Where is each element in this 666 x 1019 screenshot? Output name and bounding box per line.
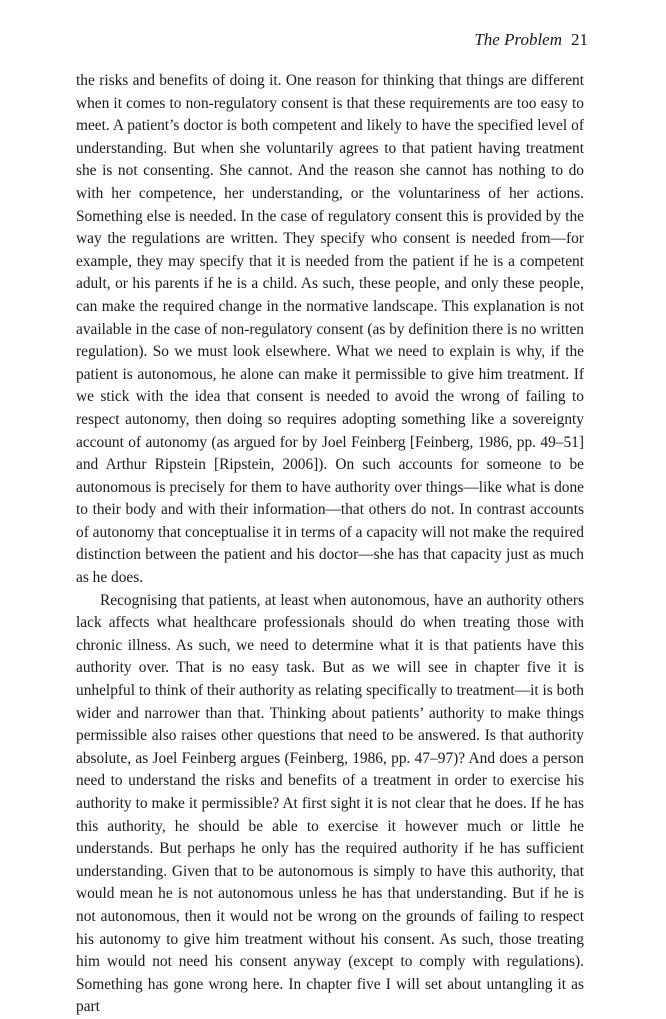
running-head-title: The Problem — [474, 30, 562, 49]
body-text — [76, 70, 584, 1019]
paragraph-continued: the risks and benefits of doing it. One reason for thinking that things are different when it comes to non-regulatory consent is that these requirements are too easy to meet. A patient’s doctor is both competent and likely to have the specified level of understanding. But when she voluntarily agrees to that patient having treatment she is not consenting. She cannot. And the reason she cannot has nothing to do with her competence, her understanding, or the voluntariness of her actions. Something else is needed. In the case of regulatory consent this is provided by the way the regulations are written. They specify who consent is needed from—for example, they may specify that it is needed from the patient if he is a competent adult, or his parents if he is a child. As such, these people, and only these people, can make the required change in the normative landscape. This explanation is not available in the case of non-regulatory consent (as by definition there is no written regulation). So we must look elsewhere. What we need to explain is why, if the patient is autonomous, he alone can make it permissible to give him treatment. If we stick with the idea that consent is needed to avoid the wrong of failing to respect autonomy, then doing so requires adopting something like a sovereignty account of autonomy (as argued for by Joel Feinberg [Feinberg, 1986, pp. 49–51] and Arthur Ripstein [Ripstein, 2006]). On such accounts for someone to be autonomous is precisely for them to have authority over things—like what is done to their body and with their information—that others do not. In contrast accounts of autonomy that conceptualise it in terms of a capacity will not make the required distinction between the patient and his doctor—she has that capacity just as much as he does. — [76, 72, 584, 587]
running-head — [474, 30, 588, 50]
paragraph: Recognising that patients, at least when autonomous, have an authority others lack affects what healthcare professionals should do when treating those with chronic illness. As such, we need to determine what it is that patients have this authority over. That is no easy task. But as we will see in chapter five it is unhelpful to think of their authority as relating specifically to treatment—it is both wider and narrower than that. Thinking about patients’ authority to make things permissible also raises other questions that need to be answered. Is that authority absolute, as Joel Feinberg argues (Feinberg, 1986, pp. 47–97)? And does a person need to understand the risks and benefits of a treatment in order to exercise his authority to make it permissible? At first sight it is not clear that he does. If he has this authority, he should be able to exercise it however much or little he understands. But perhaps he only has the required authority if he has sufficient understanding. Given that to be autonomous is simply to have this authority, that would mean he is not autonomous unless he has that understanding. But if he is not autonomous, then it would not be wrong on the grounds of failing to respect his autonomy to give him treatment without his consent. As such, those treating him would not need his consent anyway (except to comply with regulations). Something has gone wrong here. In chapter five I will set about untangling it as part — [76, 591, 584, 1016]
page-number: 21 — [571, 30, 588, 49]
